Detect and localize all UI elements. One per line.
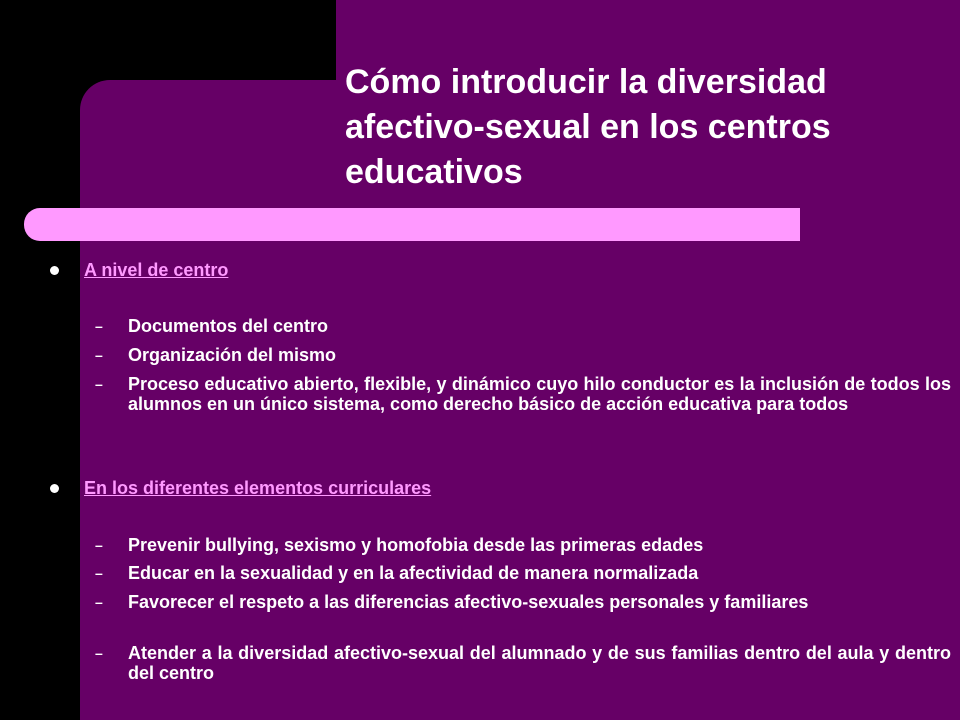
list-item-text: Favorecer el respeto a las diferencias afectivo-sexuales personales y familiares bbox=[128, 592, 809, 612]
dash-icon: – bbox=[95, 537, 103, 553]
dash-icon: – bbox=[95, 594, 103, 610]
dash-icon: – bbox=[95, 565, 103, 581]
list-item-text: Proceso educativo abierto, flexible, y dinámico cuyo hilo conductor es la inclusión de todos los alumnos en un único sistema, como derecho básico de acción educativa para todos bbox=[128, 374, 951, 414]
dash-icon: – bbox=[95, 347, 103, 363]
list-item-text: Organización del mismo bbox=[128, 345, 337, 365]
section-link-curriculares[interactable]: En los diferentes elementos curriculares bbox=[84, 478, 432, 498]
dash-icon: – bbox=[95, 318, 103, 334]
dash-icon: – bbox=[95, 645, 103, 661]
section-link-centro[interactable]: A nivel de centro bbox=[84, 260, 229, 280]
dash-icon: – bbox=[95, 376, 103, 392]
slide-title: Cómo introducir la diversidad afectivo-sexual en los centros educativos bbox=[345, 63, 831, 191]
list-item-text: Prevenir bullying, sexismo y homofobia desde las primeras edades bbox=[128, 535, 704, 555]
bullet-dot-icon bbox=[50, 266, 59, 275]
accent-bar bbox=[24, 208, 800, 241]
list-item-text: Documentos del centro bbox=[128, 316, 329, 336]
bullet-dot-icon bbox=[50, 484, 59, 493]
list-item-text: Educar en la sexualidad y en la afectividad de manera normalizada bbox=[128, 563, 699, 583]
list-item-text: Atender a la diversidad afectivo-sexual del alumnado y de sus familias dentro del aula y dentro del centro bbox=[128, 643, 951, 683]
